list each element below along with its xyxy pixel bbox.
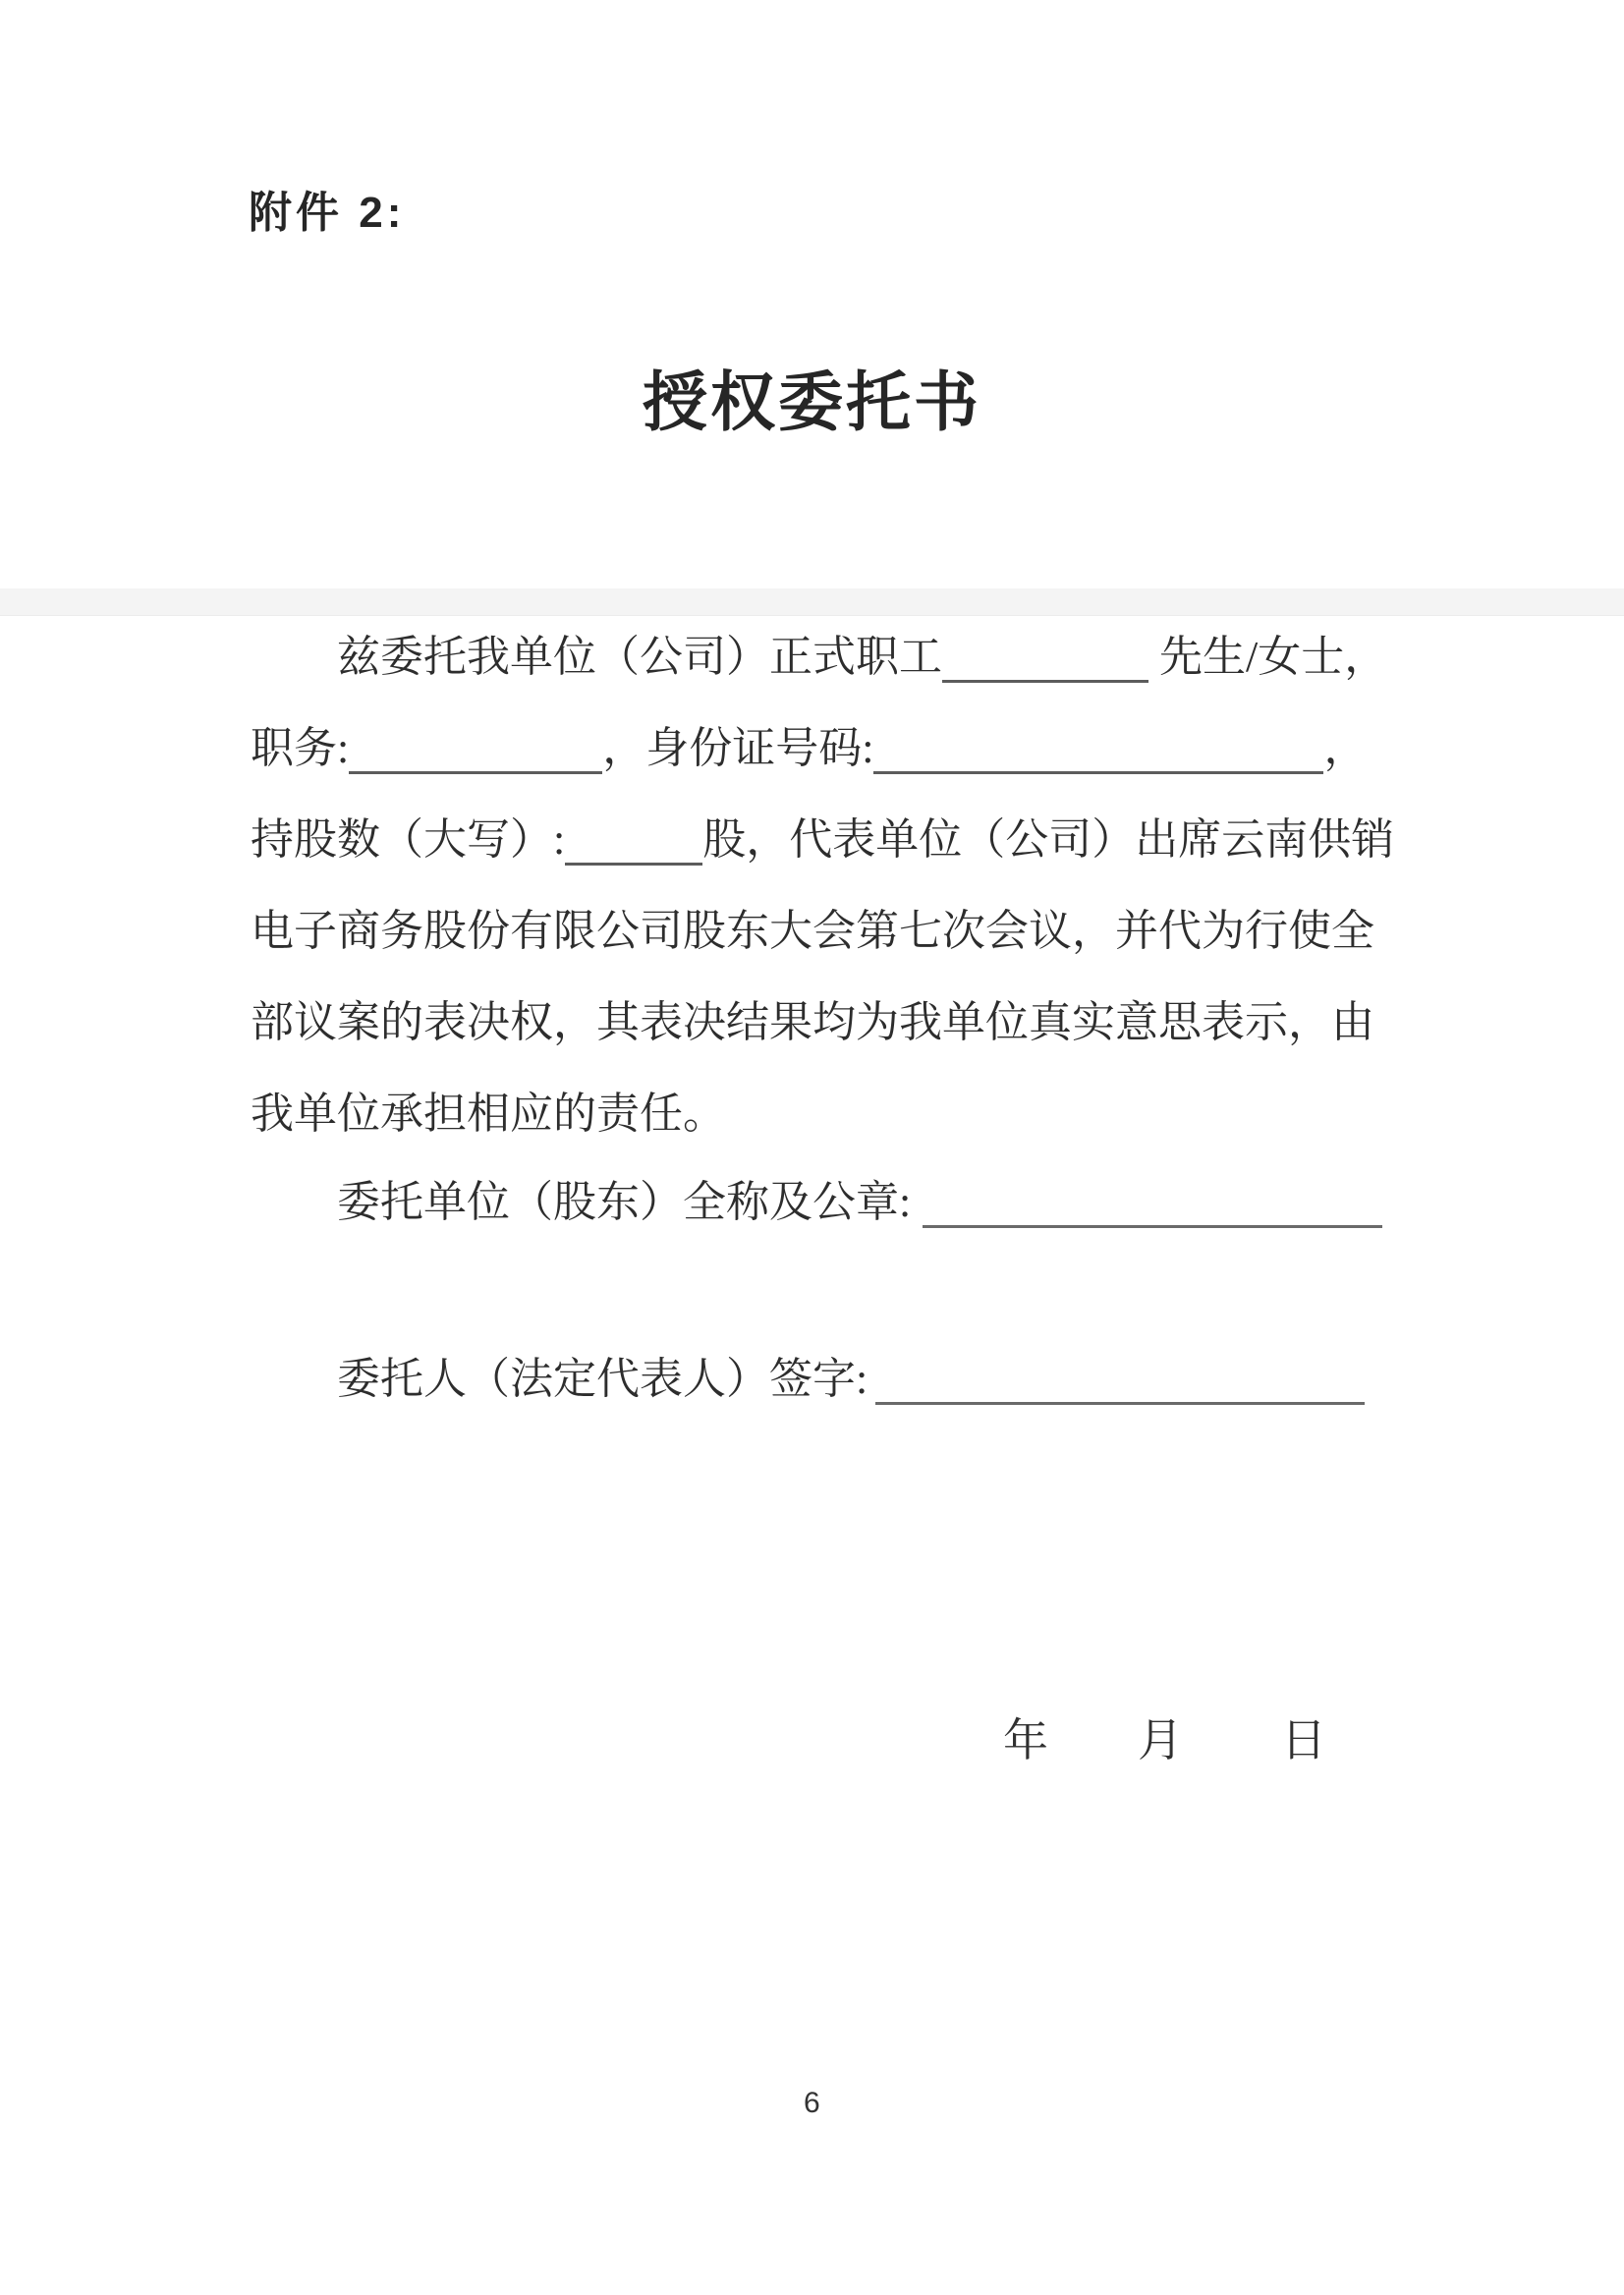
line4-text: 电子商务股份有限公司股东大会第七次会议，并代为行使全 — [251, 907, 1374, 955]
date-line — [1003, 1715, 1326, 1766]
entrusting-unit-line — [251, 1177, 1486, 1228]
blank-id-number — [873, 726, 1323, 774]
body-line-5 — [251, 997, 1400, 1048]
position-label: 职务: — [251, 724, 350, 772]
blank-unit-name-seal — [923, 1180, 1382, 1228]
line6-text: 我单位承担相应的责任。 — [251, 1090, 726, 1138]
signer-label: 委托人（法定代表人）签字: — [337, 1355, 868, 1403]
scan-artifact-band — [0, 588, 1624, 616]
share-count-label: 持股数（大写）: — [251, 815, 566, 864]
line3-text-post: 股，代表单位（公司）出席云南供销 — [702, 815, 1395, 864]
blank-position — [349, 726, 602, 774]
body-line-1 — [251, 632, 1486, 683]
month-label: 月 — [1138, 1715, 1183, 1765]
signer-line — [251, 1354, 1486, 1405]
document-title: 授权委托书 — [643, 367, 981, 439]
line2-trailing-comma: ， — [1323, 724, 1368, 772]
body-line-4 — [251, 906, 1400, 957]
body-line-3 — [251, 814, 1400, 866]
page-number: 6 — [804, 2087, 820, 2119]
line5-text: 部议案的表决权，其表决结果均为我单位真实意思表示，由 — [251, 998, 1374, 1046]
year-label: 年 — [1003, 1715, 1048, 1765]
attachment-label: 附件 2: — [249, 189, 406, 237]
line1-text-post: 先生/女士， — [1159, 633, 1388, 681]
blank-share-count — [565, 817, 702, 866]
id-number-label: ，身份证号码: — [602, 724, 874, 772]
body-line-2 — [251, 723, 1400, 774]
blank-employee-name — [942, 635, 1148, 683]
unit-seal-label: 委托单位（股东）全称及公章: — [337, 1178, 912, 1226]
day-label: 日 — [1281, 1715, 1326, 1765]
line1-text-pre: 兹委托我单位（公司）正式职工 — [337, 633, 942, 681]
body-line-6 — [251, 1089, 1400, 1140]
blank-signature — [875, 1357, 1365, 1405]
